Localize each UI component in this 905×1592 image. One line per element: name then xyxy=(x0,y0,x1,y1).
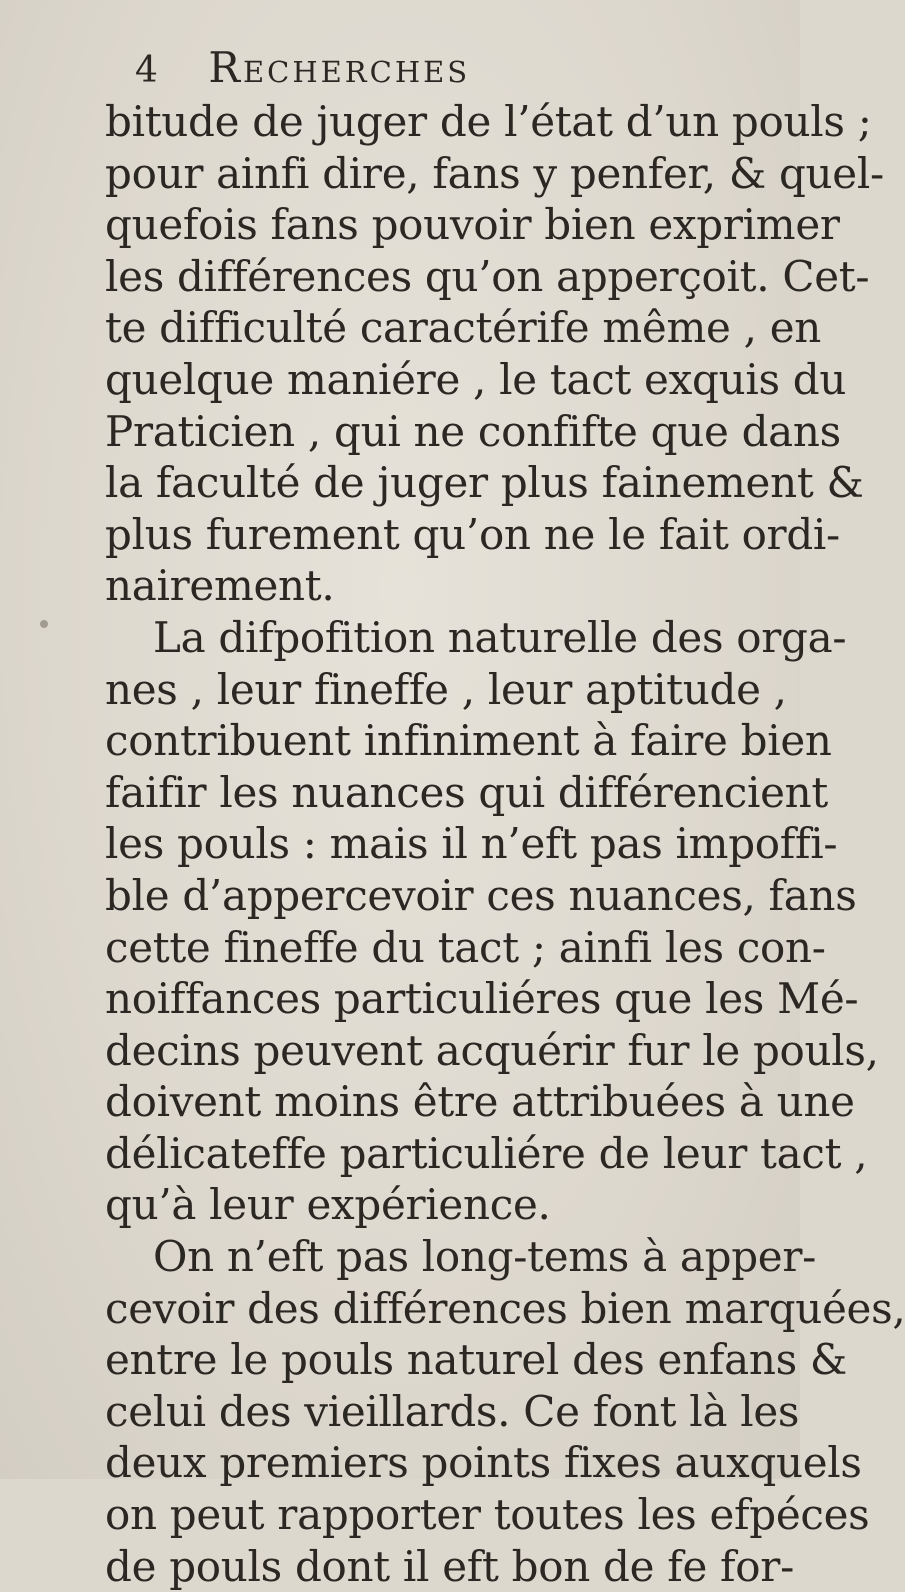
text-line: cevoir des différences bien marquées, xyxy=(105,1283,905,1333)
text-line: deux premiers points fixes auxquels xyxy=(105,1438,862,1488)
text-line: qu’à leur expérience. xyxy=(105,1180,551,1230)
body-text xyxy=(105,96,905,1592)
text-line: bitude de juger de l’état d’un pouls ; xyxy=(105,97,872,146)
text-line: de pouls dont il eft bon de fe for- xyxy=(105,1541,794,1591)
text-line: quelque maniére , le tact exquis du xyxy=(105,354,847,404)
text-line: La difpofition naturelle des orga- xyxy=(153,612,847,662)
text-line: te difficulté caractérife même , en xyxy=(105,303,822,353)
text-line: noiffances particuliéres que les Mé- xyxy=(105,974,859,1024)
text-line: decins peuvent acquérir fur le pouls, xyxy=(105,1025,879,1075)
text-line: doivent moins être attribuées à une xyxy=(105,1077,855,1127)
text-line: nes , leur fineffe , leur aptitude , xyxy=(105,664,787,714)
text-line: les différences qu’on apperçoit. Cet- xyxy=(105,251,870,301)
text-line: ble d’appercevoir ces nuances, fans xyxy=(105,870,857,920)
text-line: entre le pouls naturel des enfans & xyxy=(105,1335,847,1385)
text-line: nairement. xyxy=(105,561,335,611)
text-line: quefois fans pouvoir bien exprimer xyxy=(105,200,840,250)
text-line: cette fineffe du tact ; ainfi les con- xyxy=(105,922,826,972)
text-line: plus furement qu’on ne le fait ordi- xyxy=(105,509,840,559)
text-line: la faculté de juger plus fainement & xyxy=(105,458,864,508)
text-line: délicateffe particuliére de leur tact , xyxy=(105,1128,868,1178)
text-line: Praticien , qui ne confifte que dans xyxy=(105,406,841,456)
text-line: les pouls : mais il n’eft pas impoffi- xyxy=(105,819,838,869)
text-line: celui des vieillards. Ce font là les xyxy=(105,1386,800,1436)
ink-smudge xyxy=(40,620,48,628)
text-line: faifir les nuances qui différencient xyxy=(105,767,828,817)
page-header xyxy=(135,38,695,98)
page-number: 4 xyxy=(135,50,158,91)
text-line: On n’eft pas long-tems à apper- xyxy=(153,1232,817,1282)
text-line: on peut rapporter toutes les efpéces xyxy=(105,1490,870,1540)
text-line: contribuent infiniment à faire bien xyxy=(105,716,832,766)
text-line: pour ainfi dire, fans y penfer, & quel- xyxy=(105,148,884,198)
running-title: Recherches xyxy=(208,43,471,92)
